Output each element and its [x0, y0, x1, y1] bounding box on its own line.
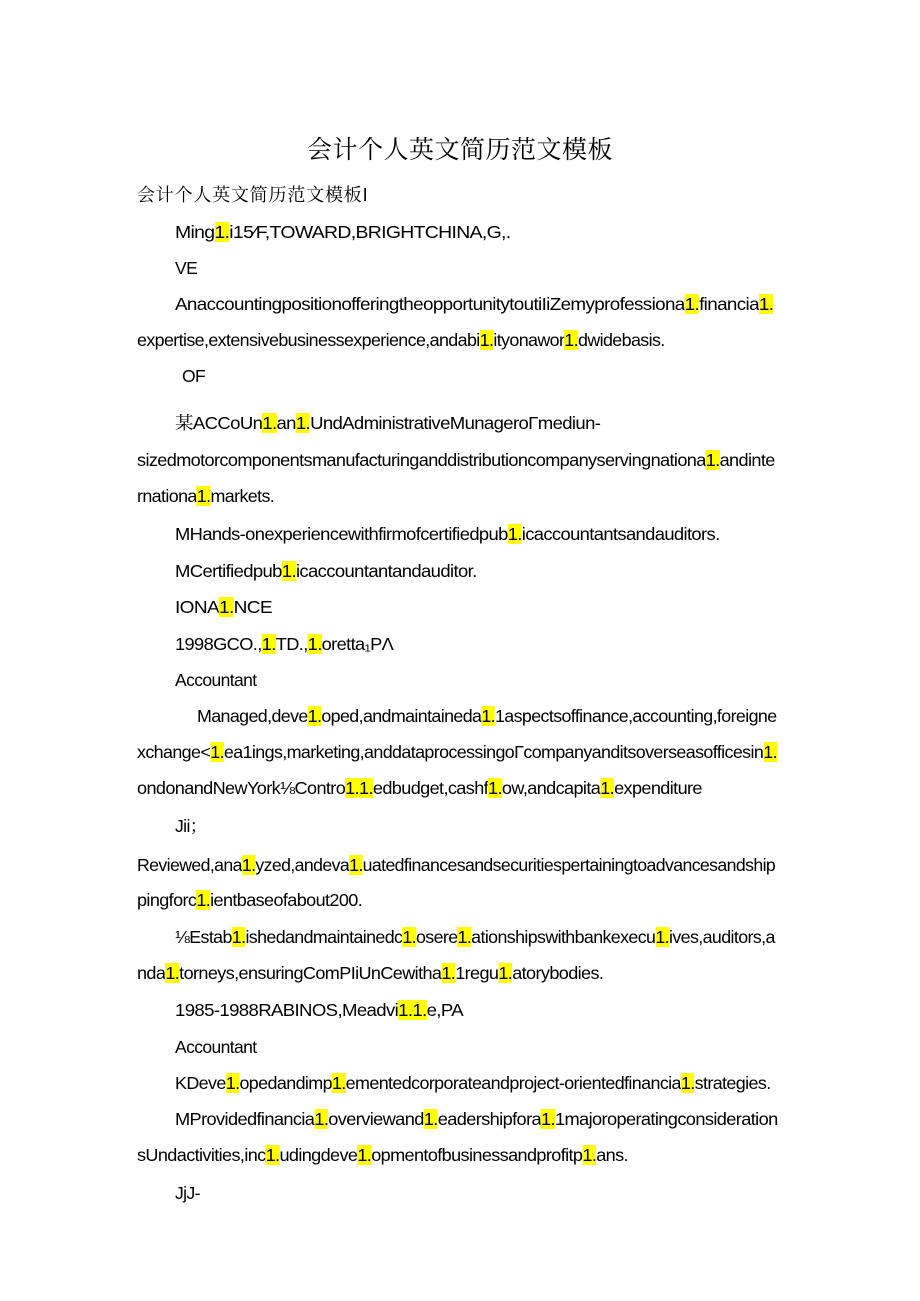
highlighted-text: 1. [402, 927, 416, 947]
highlighted-text: 1. [231, 927, 246, 947]
line-text: atorybodies. [512, 963, 604, 983]
body-line [137, 329, 665, 351]
line-text: ow,andcapita [501, 778, 601, 798]
line-text: icaccountantandauditor. [295, 561, 477, 581]
line-text: MCertifiedpub [175, 561, 282, 581]
line-text: e,PA [426, 1000, 463, 1020]
body-line [175, 926, 775, 948]
line-text: ementedcorporateandproject-orientedfinancia [345, 1073, 681, 1093]
body-line [137, 1144, 628, 1166]
line-text: oped,andmaintaineda [321, 706, 482, 726]
document-subtitle: 会计个人英文简历范文模板I [137, 185, 369, 205]
highlighted-text: 1. [196, 486, 211, 506]
line-text: ea1ings,marketing,anddataprocessingoΓcompanyanditsoverseasofficesin [223, 742, 764, 762]
highlighted-text: 1. [349, 855, 363, 875]
line-text: Ming [175, 222, 215, 242]
line-text: Managed,deve [197, 706, 308, 726]
line-text: UndAdministrativeMunageroΓmediun- [310, 413, 601, 433]
highlighted-text: 1. [210, 742, 224, 762]
body-line [175, 523, 720, 545]
body-line [137, 889, 362, 911]
line-text: andinte [719, 450, 775, 470]
highlighted-text: 1. [331, 1073, 346, 1093]
body-line [175, 1108, 778, 1130]
highlighted-text: 1. [655, 927, 669, 947]
line-text: expenditure [614, 778, 702, 798]
body-line [137, 777, 702, 799]
body-line [175, 815, 207, 837]
body-line [175, 1182, 200, 1204]
line-text: oretta₁PΛ [321, 634, 394, 654]
highlighted-text: 1.1. [398, 1000, 427, 1020]
line-text: 1aspectsoffinance,accounting,foreigne [494, 706, 777, 726]
line-text: financia [699, 294, 759, 314]
body-line [182, 365, 205, 387]
line-text: opmentofbusinessandprofitp [371, 1145, 583, 1165]
line-text: VE [175, 258, 198, 278]
highlighted-text: 1. [295, 413, 311, 433]
line-text: strategies. [694, 1073, 771, 1093]
highlighted-text: 1. [488, 778, 502, 798]
highlighted-text: 1. [684, 294, 700, 314]
line-text: sUndactivities,inc [137, 1145, 266, 1165]
line-text: IONA [175, 597, 220, 617]
line-text: Jii； [175, 816, 207, 836]
line-text: markets. [210, 486, 275, 506]
body-line [175, 293, 773, 315]
line-text: 1regu [455, 963, 499, 983]
line-text: icaccountantsandauditors. [521, 524, 720, 544]
line-text: ans. [596, 1145, 628, 1165]
line-text: Anaccountingpositionofferingtheopportunitytou [175, 294, 534, 314]
highlighted-text: 1. [582, 1145, 597, 1165]
line-text: an [276, 413, 296, 433]
line-text: 1majoroperatingconsideration [554, 1109, 778, 1129]
highlighted-text: 1. [564, 330, 578, 350]
line-text: Reviewed,ana [137, 855, 242, 875]
highlighted-text: 1. [507, 524, 522, 544]
line-text: Accountant [175, 1037, 257, 1057]
highlighted-text: 1. [763, 742, 777, 762]
body-line [175, 221, 511, 243]
line-text: opedandimp [239, 1073, 332, 1093]
highlighted-text: 1. [705, 450, 720, 470]
highlighted-text: 1. [479, 330, 494, 350]
line-text: eadershipfora [437, 1109, 542, 1129]
body-line [137, 741, 777, 763]
line-text: OF [182, 366, 206, 386]
line-text: ishedandmaintainedc [245, 927, 403, 947]
line-text: KDeve [175, 1073, 226, 1093]
line-text: i15⁄F,TOWARD,BRIGHTCHINA,G,. [229, 222, 511, 242]
highlighted-text: 1. [165, 963, 180, 983]
highlighted-text: 1. [457, 927, 472, 947]
line-text: rnationa [137, 486, 197, 506]
line-text: uatedfinancesandsecuritiespertainingtoadvancesandship [362, 855, 776, 875]
highlighted-text: 1. [241, 855, 256, 875]
line-text: ondonandNewYork⅛Contro [137, 778, 346, 798]
line-text: 1985-1988RABINOS,Meadvi [175, 1000, 399, 1020]
line-text: expertise,extensivebusinessexperience,andabi [137, 330, 480, 350]
highlighted-text: 1. [214, 222, 230, 242]
highlighted-text: 1. [307, 706, 322, 726]
body-line [175, 596, 272, 618]
body-line [175, 1036, 257, 1058]
line-text: dwidebasis. [578, 330, 665, 350]
line-text: Accountant [175, 670, 257, 690]
line-text: NCE [233, 597, 272, 617]
body-line [175, 257, 197, 279]
body-line [175, 633, 393, 655]
line-text: udingdeve [279, 1145, 358, 1165]
highlighted-text: 1. [307, 634, 322, 654]
line-text: ⅛Estab [175, 927, 232, 947]
highlighted-text: 1. [265, 1145, 280, 1165]
line-text: MProvidedfinancia [175, 1109, 315, 1129]
body-line [137, 962, 603, 984]
highlighted-text: 1. [541, 1109, 555, 1129]
line-text: ientbaseofabout200. [210, 890, 363, 910]
line-text: JjJ- [175, 1183, 200, 1203]
line-text: ives,auditors,a [668, 927, 775, 947]
body-line [137, 449, 775, 471]
line-text: sizedmotorcomponentsmanufacturinganddistributioncompanyservingnationa [137, 450, 706, 470]
highlighted-text: 1. [357, 1145, 372, 1165]
body-line [137, 854, 775, 876]
highlighted-text: 1. [498, 963, 513, 983]
highlighted-text: 1. [600, 778, 615, 798]
highlighted-text: 1. [262, 413, 277, 433]
body-line [175, 1072, 771, 1094]
document-title: 会计个人英文简历范文模板 [306, 136, 613, 164]
line-text: MHands-onexperiencewithfirmofcertifiedpub [175, 524, 508, 544]
highlighted-text: 1. [219, 597, 234, 617]
highlighted-text: 1. [481, 706, 495, 726]
body-line [175, 560, 477, 582]
highlighted-text: 1. [441, 963, 456, 983]
line-text: tiIiZemyprofessiona [533, 294, 685, 314]
line-text: overviewand [328, 1109, 424, 1129]
highlighted-text: 1. [225, 1073, 240, 1093]
highlighted-text: 1. [423, 1109, 438, 1129]
highlighted-text: 1. [196, 890, 211, 910]
body-line [175, 999, 463, 1021]
line-text: nda [137, 963, 166, 983]
line-text: torneys,ensuringComPIiUnCewitha [179, 963, 442, 983]
body-line [197, 705, 777, 727]
line-text: 1998GCO., [175, 634, 262, 654]
highlighted-text: 1. [314, 1109, 329, 1129]
line-text: pingforc [137, 890, 197, 910]
highlighted-text: 1. [261, 634, 276, 654]
line-text: xchange< [137, 742, 211, 762]
highlighted-text: 1.1. [345, 778, 373, 798]
body-line [175, 412, 600, 434]
body-line [137, 485, 274, 507]
line-text: ityonawor [493, 330, 565, 350]
highlighted-text: 1. [758, 294, 774, 314]
highlighted-text: 1. [680, 1073, 695, 1093]
body-line [175, 669, 257, 691]
line-text: ationshipswithbankexecu [471, 927, 656, 947]
line-text: 某ACCoUn [175, 413, 263, 433]
highlighted-text: 1. [281, 561, 296, 581]
line-text: TD., [275, 634, 308, 654]
line-text: yzed,andeva [255, 855, 350, 875]
line-text: edbudget,cashf [372, 778, 489, 798]
line-text: osere [415, 927, 458, 947]
